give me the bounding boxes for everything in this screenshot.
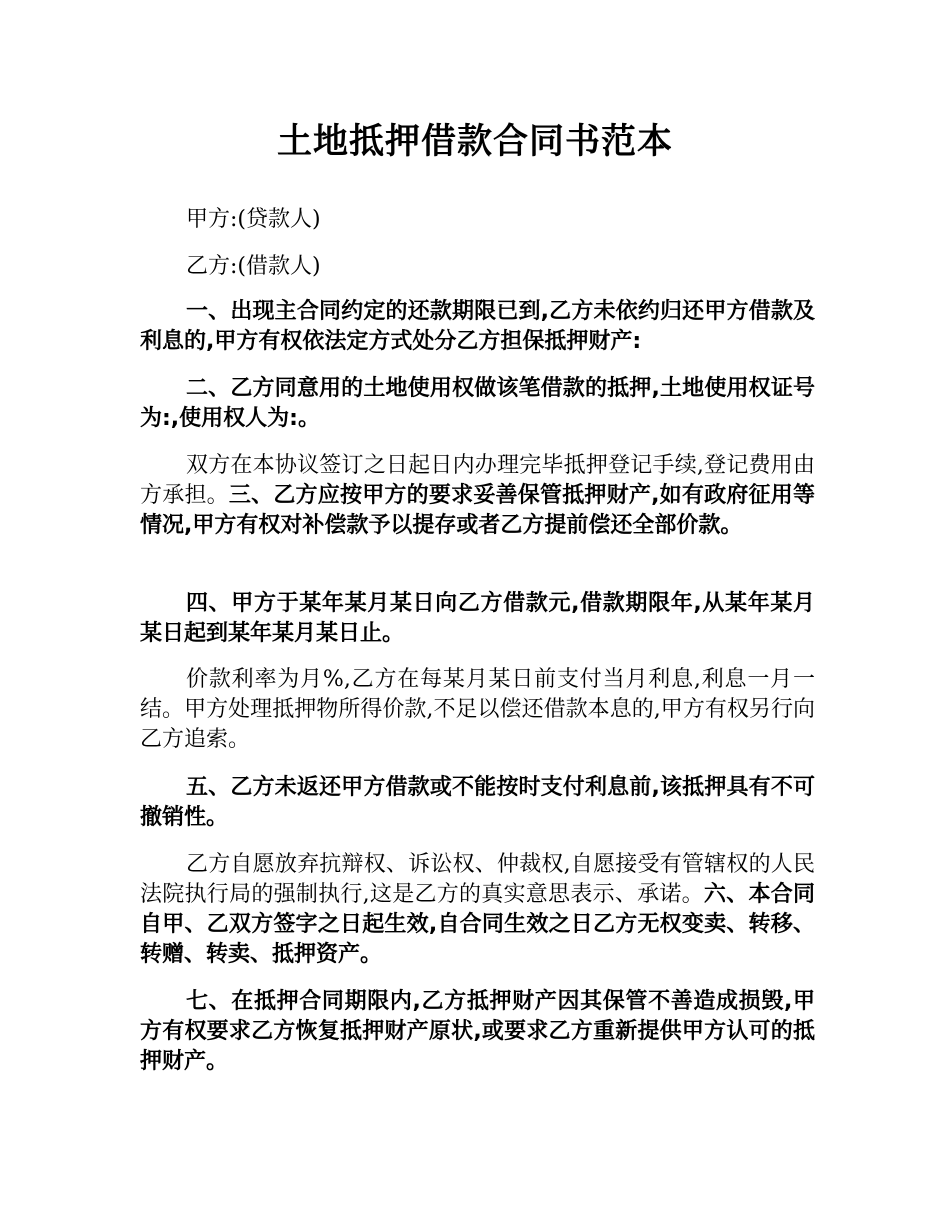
clause-2: 二、乙方同意用的土地使用权做该笔借款的抵押,土地使用权证号为:,使用权人为:。: [140, 376, 815, 431]
clause-4: 四、甲方于某年某月某日向乙方借款元,借款期限年,从某年某月某日起到某年某月某日止。: [140, 591, 815, 646]
party-b-line: 乙方:(借款人): [186, 254, 321, 279]
clause-7: 七、在抵押合同期限内,乙方抵押财产因其保管不善造成损毁,甲方有权要求乙方恢复抵押财产原状,或要求乙方重新提供甲方认可的抵押财产。: [140, 989, 815, 1074]
document-title: 土地抵押借款合同书范本: [276, 122, 673, 162]
clause-1: 一、出现主合同约定的还款期限已到,乙方未依约归还甲方借款及利息的,甲方有权依法定方式处分乙方担保抵押财产:: [140, 299, 815, 354]
registration-note: 双方在本协议签订之日起日内办理完毕抵押登记手续,登记费用由方承担。: [140, 453, 815, 508]
clause-3: 三、乙方应按甲方的要求妥善保管抵押财产,如有政府征用等情况,甲方有权对补偿款予以提存或者乙方提前偿还全部价款。: [140, 483, 815, 538]
clause-5: 五、乙方未返还甲方借款或不能按时支付利息前,该抵押具有不可撤销性。: [140, 775, 815, 830]
waiver-note: 乙方自愿放弃抗辩权、诉讼权、仲裁权,自愿接受有管辖权的人民法院执行局的强制执行,这是乙方的真实意思表示、承诺。: [140, 852, 815, 907]
waiver-paragraph: [140, 850, 815, 970]
registration-paragraph: [140, 451, 815, 541]
clause-6: 六、本合同自甲、乙双方签字之日起生效,自合同生效之日乙方无权变卖、转移、转赠、转卖、抵押资产。: [140, 882, 815, 967]
party-a-line: 甲方:(贷款人): [186, 207, 321, 232]
interest-note: 价款利率为月%,乙方在每某月某日前支付当月利息,利息一月一结。甲方处理抵押物所得价款,不足以偿还借款本息的,甲方有权另行向乙方追索。: [140, 667, 815, 752]
